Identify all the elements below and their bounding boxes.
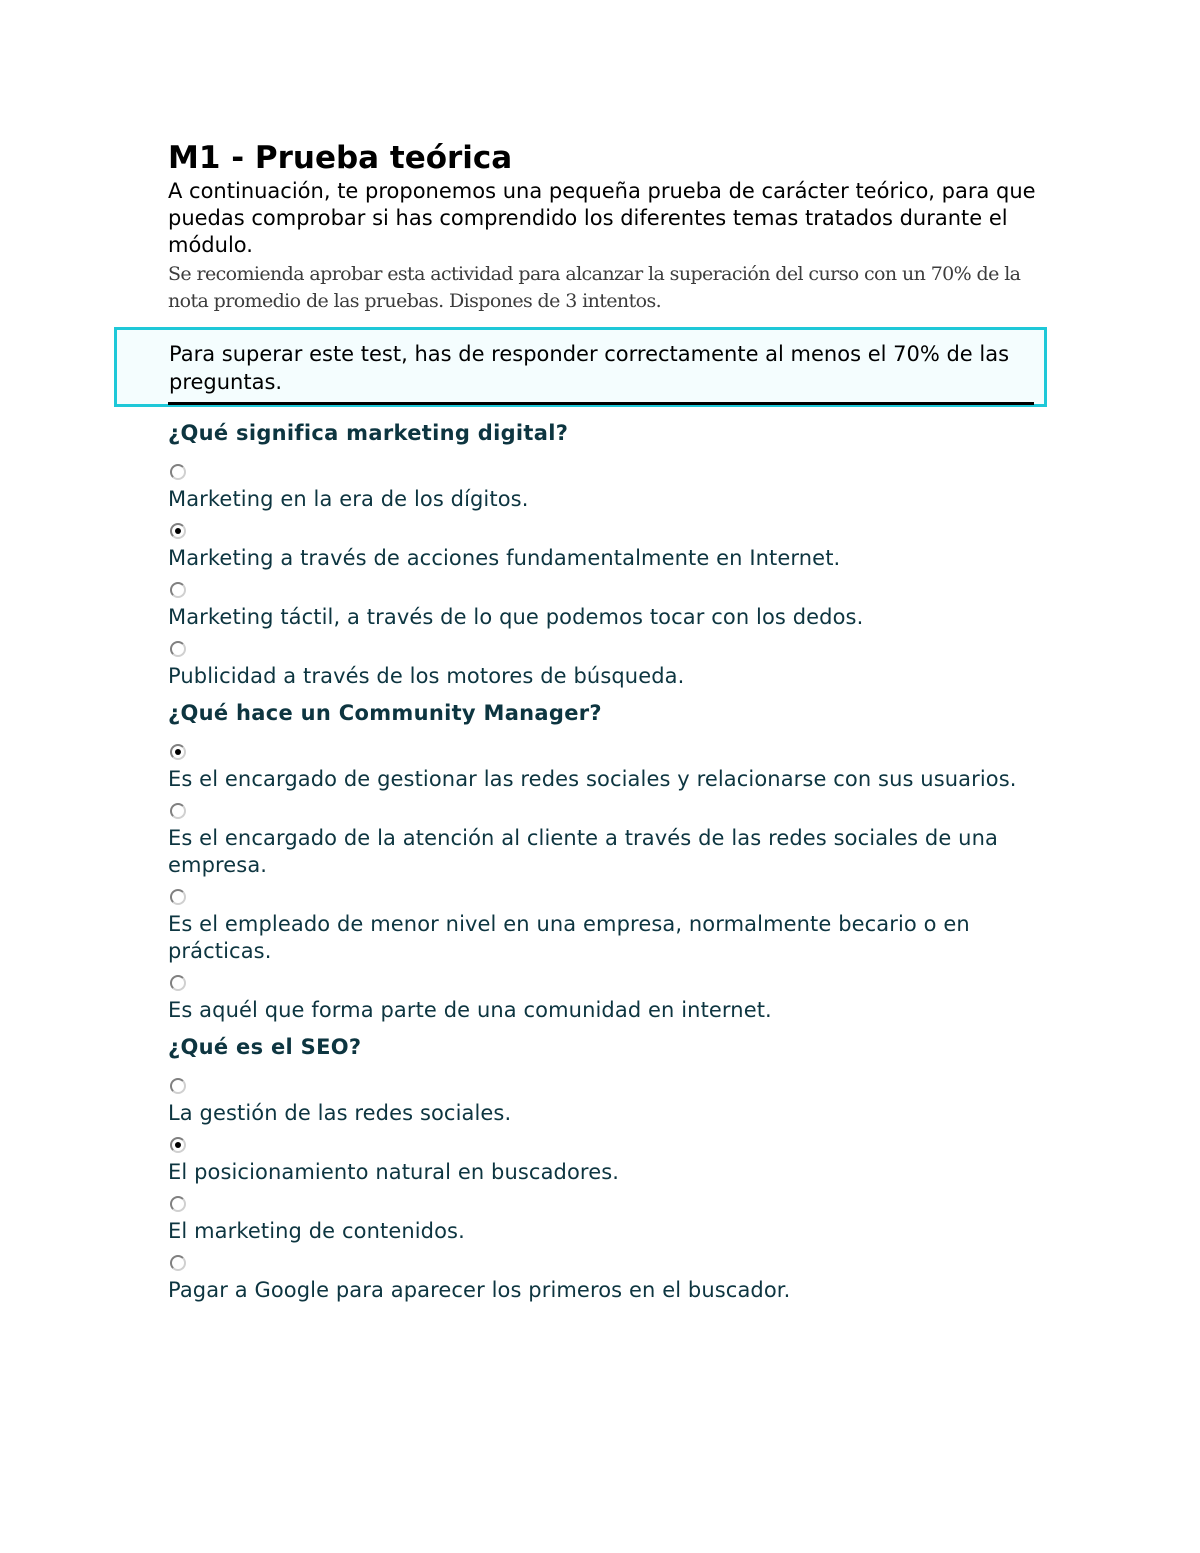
radio-button[interactable]	[170, 975, 186, 991]
question-2	[168, 698, 1038, 1024]
option-label[interactable]: Es el encargado de la atención al cliente a través de las redes sociales de una empresa.	[168, 826, 998, 877]
option-label[interactable]: Marketing en la era de los dígitos.	[168, 487, 529, 511]
intro-text: A continuación, te proponemos una pequeña prueba de carácter teórico, para que puedas comprobar si has comprendido los diferentes temas tratados durante el módulo.	[168, 179, 1036, 257]
answer-option	[168, 641, 1038, 690]
radio-button[interactable]	[170, 641, 186, 657]
notice-text: Para superar este test, has de responder correctamente al menos el 70% de las preguntas.	[169, 342, 1010, 394]
page-title: M1 - Prueba teórica	[168, 140, 513, 176]
radio-button[interactable]	[170, 582, 186, 598]
radio-button[interactable]	[170, 1196, 186, 1212]
answer-option	[168, 889, 1038, 965]
question-text: ¿Qué es el SEO?	[168, 1035, 362, 1059]
radio-button[interactable]	[170, 744, 186, 760]
option-label[interactable]: Marketing táctil, a través de lo que podemos tocar con los dedos.	[168, 605, 864, 629]
option-label[interactable]: Es el empleado de menor nivel en una empresa, normalmente becario o en prácticas.	[168, 912, 970, 963]
radio-button[interactable]	[170, 889, 186, 905]
option-label[interactable]: El posicionamiento natural en buscadores.	[168, 1160, 620, 1184]
answer-option	[168, 582, 1038, 631]
divider	[168, 402, 1034, 405]
radio-button[interactable]	[170, 1137, 186, 1153]
radio-button[interactable]	[170, 1255, 186, 1271]
answer-option	[168, 803, 1038, 879]
answer-option	[168, 464, 1038, 513]
radio-button[interactable]	[170, 523, 186, 539]
header-section	[168, 138, 1048, 315]
option-label[interactable]: Pagar a Google para aparecer los primeros en el buscador.	[168, 1278, 791, 1302]
answer-option	[168, 1196, 1038, 1245]
option-label[interactable]: Publicidad a través de los motores de búsqueda.	[168, 664, 685, 688]
question-1	[168, 418, 1038, 690]
question-text: ¿Qué significa marketing digital?	[168, 421, 569, 445]
pass-requirement-notice	[114, 327, 1047, 407]
answer-option	[168, 1137, 1038, 1186]
answer-option	[168, 1255, 1038, 1304]
answer-option	[168, 975, 1038, 1024]
answer-option	[168, 1078, 1038, 1127]
radio-button[interactable]	[170, 464, 186, 480]
quiz	[168, 418, 1038, 1312]
option-label[interactable]: Es el encargado de gestionar las redes sociales y relacionarse con sus usuarios.	[168, 767, 1017, 791]
option-label[interactable]: Marketing a través de acciones fundamentalmente en Internet.	[168, 546, 841, 570]
radio-button[interactable]	[170, 803, 186, 819]
answer-option	[168, 744, 1038, 793]
radio-button[interactable]	[170, 1078, 186, 1094]
option-label[interactable]: Es aquél que forma parte de una comunidad en internet.	[168, 998, 772, 1022]
question-3	[168, 1032, 1038, 1304]
option-label[interactable]: El marketing de contenidos.	[168, 1219, 465, 1243]
option-label[interactable]: La gestión de las redes sociales.	[168, 1101, 512, 1125]
answer-option	[168, 523, 1038, 572]
question-text: ¿Qué hace un Community Manager?	[168, 701, 602, 725]
recommendation-note: Se recomienda aprobar esta actividad para alcanzar la superación del curso con un 70% de la nota promedio de las pruebas. Dispones de 3 intentos.	[168, 263, 1021, 312]
